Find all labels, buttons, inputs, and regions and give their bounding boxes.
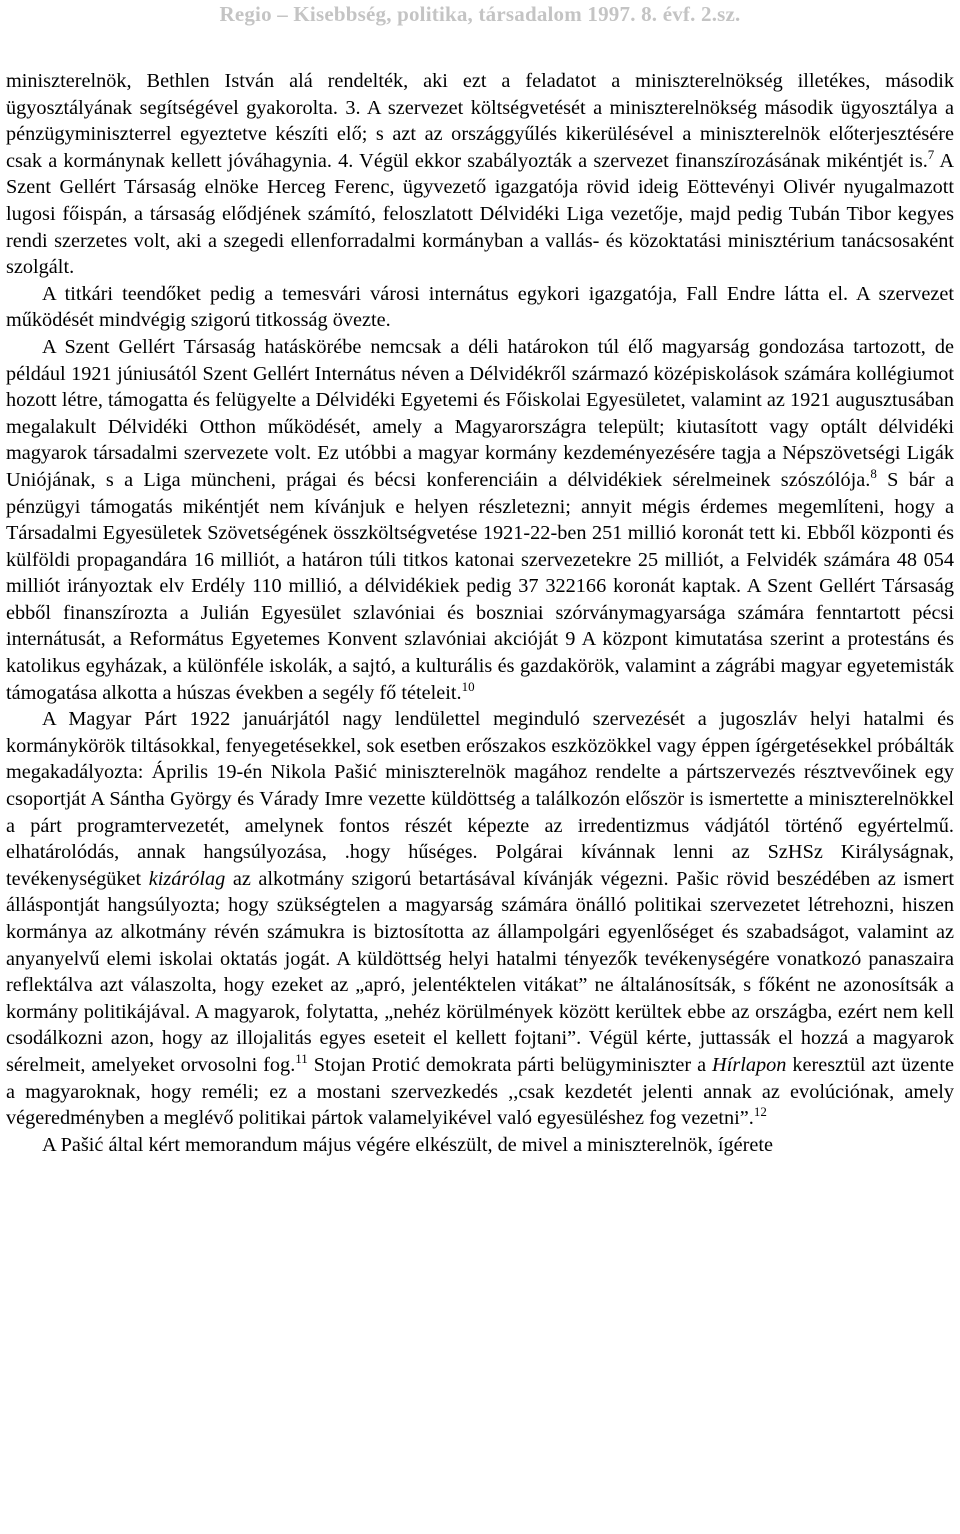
text-run: miniszterelnök, Bethlen István alá rendelték, aki ezt a feladatot a miniszterelnökség illetékes, második ügyosztályának segítségével gyakorolta. 3. A szervezet költségvetését a miniszterelnökség második ügyosztálya a pénzügyminiszterrel egyeztetve készíti elő; s azt az országgyűlés kikerülésével a miniszterelnök előterjesztésére csak a kormánynak kellett jóváhagynia. 4. Végül ekkor szabályozták a szervezet finanszírozásának mikéntjét is. [6,70,954,172]
text-run: az alkotmány szigorú betartásával kívánják végezni. Pašic rövid beszédében az ismert álláspontját hangsúlyozta; hogy szükségtelen a magyarság számára önálló politikai szervezetet létrehozni, hiszen kormánya az alkotmány révén számukra is biztosította az állampolgári egyenlőséget és szabadságot, valamint az anyanyelvű elemi iskolai oktatás jogát. A küldöttség helyi hatalmi tényezők tevékenységére vonatkozó panaszaira reflektálva azt válaszolta, hogy ezeket az „apró, jelentéktelen vitákat” ne általánosítsák, s főként ne azonosítsák a kormány politikájával. A magyarok, folytatta, „nehéz körülmények között kerültek ebbe az országba, ezért nem kell csodálkozni azon, hogy az illojalitás egyes eseteit el kellett fojtani”. Végül kérte, juttassák el hozzá a magyarok sérelmeit, amelyeket orvosolni fog. [6,867,954,1076]
paragraph [6,1132,954,1159]
document-body [6,68,954,1158]
paragraph [6,281,954,334]
footnote-ref: 8 [870,465,877,481]
italic-run: Hírlapon [712,1053,787,1076]
text-run: Stojan Protić demokrata párti belügyminiszter a [307,1053,713,1076]
footnote-ref: 7 [927,146,935,162]
text-run: keresztül azt üzente a magyaroknak, hogy reméli; ez a mostani szervezkedés ,,csak kezdetét jelenti annak az evolúciónak, amely végeredményben a meglévő politikai pártok valamelyikével való egyesüléshez fog vezetni”. [6,1053,954,1130]
text-run: A Pašić által kért memorandum május végére elkészült, de mivel a miniszterelnök, ígérete [42,1133,774,1156]
italic-run: kizárólag [148,867,226,890]
footnote-ref: 10 [461,678,475,694]
text-run: A Magyar Párt 1922 januárjától nagy lendülettel meginduló szervezését a jugoszláv helyi hatalmi és kormánykörök tiltásokkal, fenyegetésekkel, sok esetben erőszakos eszközökkel vagy éppen ígérgetésekkel próbálták megakadályozta: Április 19-én Nikola Pašić miniszterelnök magához rendelte a pártszervezés résztvevőinek egy csoportját A Sántha György és Várady Imre vezette küldöttség a találkozón először is ismertette a miniszterelnökkel a párt programtervezetét, amelynek fontos részét képezte az irredentizmus vádjától történő egyértelmű. elhatárolódás, annak hangsúlyozása, .hogy hűséges. Polgárai kívánnak lenni az SzHSz Királyságnak, tevékenységüket [6,708,954,890]
text-run: A Szent Gellért Társaság elnöke Herceg Ferenc, ügyvezető igazgatója rövid ideig Eöttevényi Olivér nyugalmazott lugosi főispán, a társaság elődjének számító, feloszlatott Délvidéki Liga vezetője, majd pedig Tubán Tibor kegyes rendi szerzetes volt, aki a szegedi ellenforradalmi kormányban a vallás- és közoktatási minisztérium tanácsosaként szolgált. [6,149,954,279]
text-run: A Szent Gellért Társaság hatáskörébe nemcsak a déli határokon túl élő magyarság gondozása tartozott, de például 1921 júniusától Szent Gellért Internátus néven a Délvidékről származó középiskolások számára kollégiumot hozott létre, támogatta és felügyelte a Délvidéki Egyetemi és Főiskolai Egyesületet, valamint az 1921 augusztusában megalakult Délvidéki Otthon működését, amely a Magyarországra települt; kiutasított vagy optált délvidéki magyarok társadalmi szervezete volt. Ez utóbbi a magyar kormány kezdeményezésére tagja a Népszövetségi Ligák Uniójának, s a Liga müncheni, prágai és bécsi konferenciáin a délvidékiek sérelmeinek szószólója. [6,335,954,491]
paragraph [6,334,954,706]
text-run: A titkári teendőket pedig a temesvári városi internátus egykori igazgatója, Fall Endre látta el. A szervezet működését mindvégig szigorú titkosság övezte. [6,282,954,332]
footnote-ref: 11 [295,1050,308,1066]
footnote-ref: 12 [753,1104,767,1120]
text-run: S bár a pénzügyi támogatás mikéntjét nem kívánjuk e helyen részletezni; annyit mégis érdemes megemlíteni, hogy a Társadalmi Egyesületek Szövetségének összköltségvetése 1921-22-ben 251 millió koronát tett ki. Ebből központi és külföldi propagandára 16 milliót, a határon túli titkos katonai szervezetekre 25 milliót, a Felvidék számára 48 054 milliót irányoztak elv Erdély 110 millió, a délvidékiek pedig 37 322166 koronát kaptak. A Szent Gellért Társaság ebből finanszírozta a Julián Egyesület szlavóniai és boszniai szórványmagyarsága számára fenntartott pécsi internátusát, a Református Egyetemes Konvent szlavóniai akcióját 9 A központ kimutatása szerint a protestáns és katolikus egyházak, a különféle iskolák, a sajtó, a kulturális és gazdakörök, valamint a zágrábi magyar egyetemisták támogatása alkotta a húszas években a segély fő tételeit. [6,468,954,704]
paragraph [6,68,954,281]
paragraph [6,706,954,1132]
running-header: Regio – Kisebbség, politika, társadalom 1997. 8. évf. 2.sz. [219,2,741,26]
